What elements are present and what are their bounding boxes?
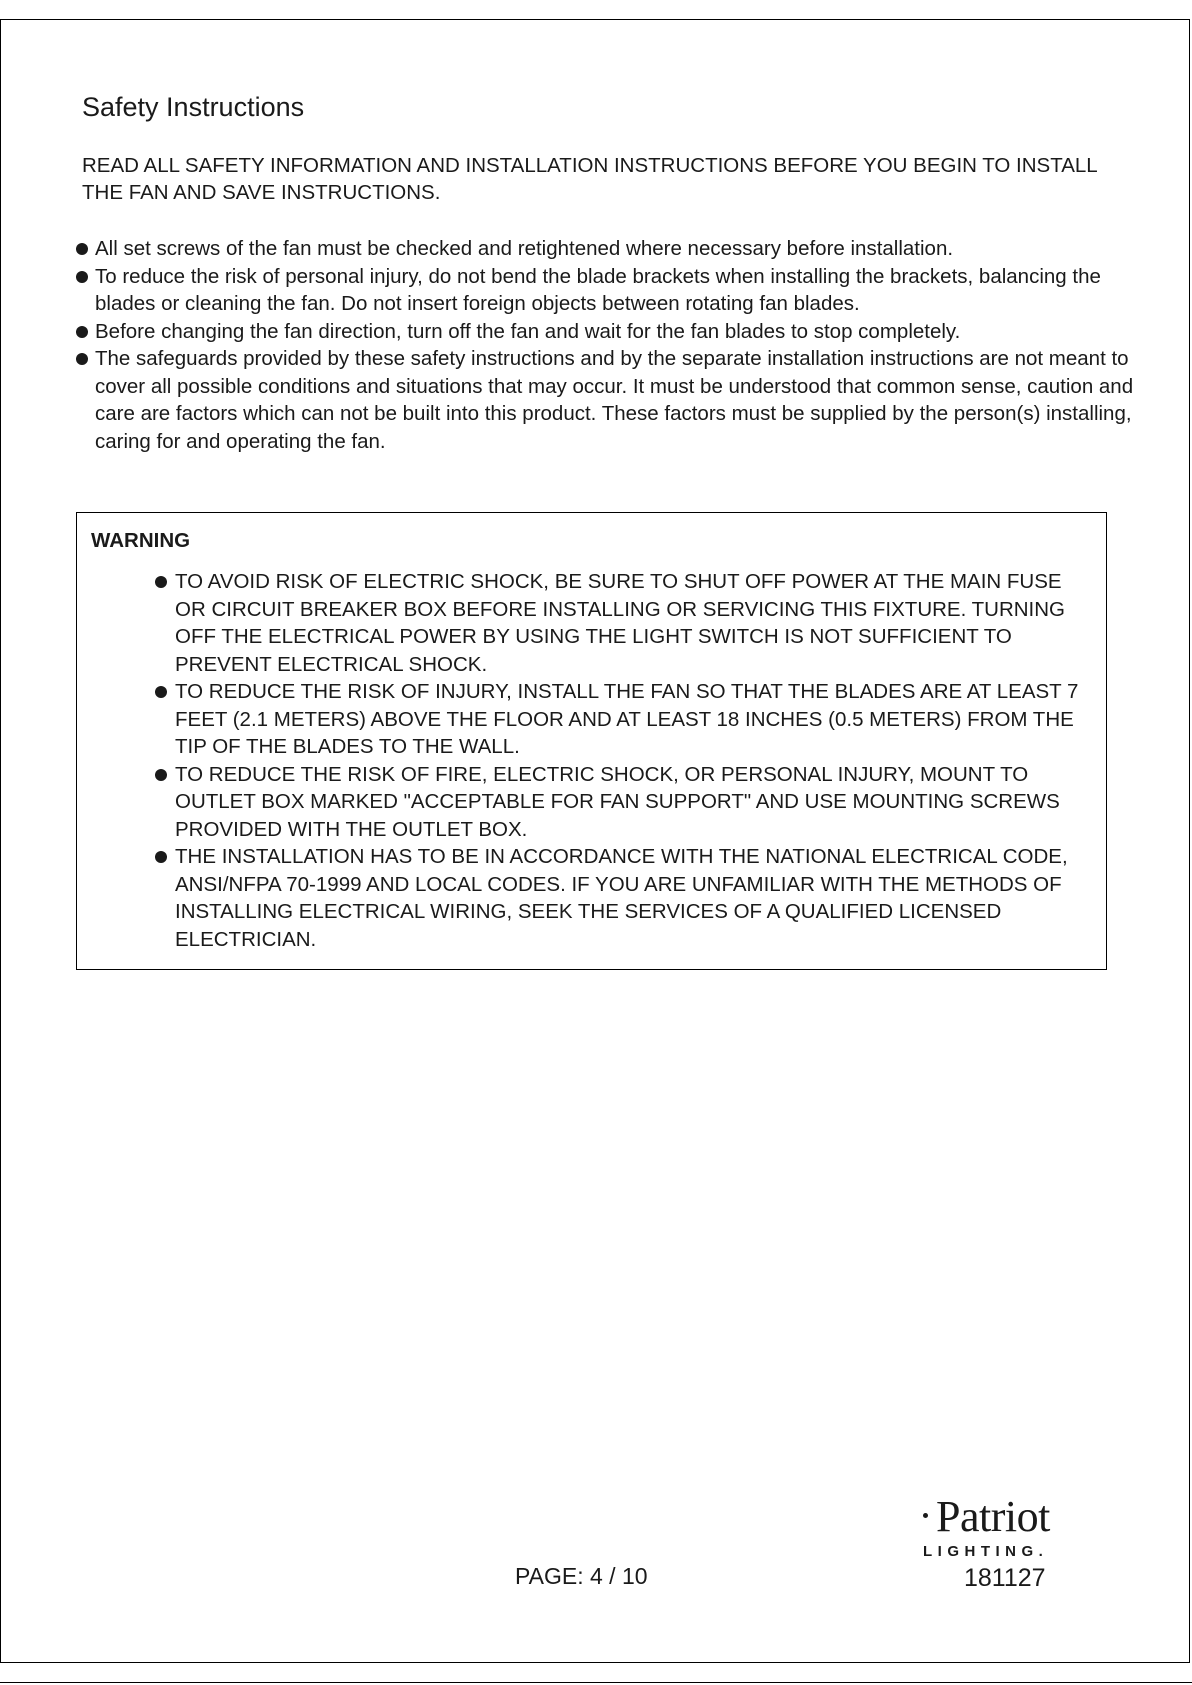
page-number: PAGE: 4 / 10 bbox=[515, 1563, 648, 1589]
list-item bbox=[76, 345, 1136, 455]
list-item bbox=[76, 318, 1136, 346]
warning-text: TO REDUCE THE RISK OF FIRE, ELECTRIC SHOCK, OR PERSONAL INJURY, MOUNT TO OUTLET BOX MARKED "ACCEPTABLE FOR FAN SUPPORT" AND USE MOUNTING SCREWS PROVIDED WITH THE OUTLET BOX. bbox=[175, 762, 1060, 841]
document-code: 181127 bbox=[964, 1564, 1046, 1592]
bullet-icon bbox=[76, 271, 88, 283]
safety-bullet-list bbox=[76, 235, 1136, 455]
bullet-icon bbox=[76, 326, 88, 338]
list-item bbox=[155, 568, 1095, 678]
list-item bbox=[155, 761, 1095, 844]
page-title: Safety Instructions bbox=[82, 92, 305, 122]
list-item bbox=[155, 843, 1095, 953]
warning-title: WARNING bbox=[91, 529, 191, 552]
warning-list bbox=[155, 568, 1095, 953]
warning-box bbox=[76, 512, 1107, 970]
logo-dot-icon bbox=[923, 1513, 928, 1518]
bullet-text: To reduce the risk of personal injury, do not bend the blade brackets when installing the brackets, balancing the blades or cleaning the fan. Do not insert foreign objects between rotating fan blades. bbox=[95, 264, 1101, 315]
logo-subtitle: LIGHTING. bbox=[923, 1543, 1049, 1560]
bullet-icon bbox=[76, 353, 88, 365]
logo-wordmark: Patriot bbox=[936, 1492, 1050, 1541]
warning-text: TO AVOID RISK OF ELECTRIC SHOCK, BE SURE TO SHUT OFF POWER AT THE MAIN FUSE OR CIRCUIT BREAKER BOX BEFORE INSTALLING OR SERVICING THIS FIXTURE. TURNING OFF THE ELECTRICAL POWER BY USING THE LIGHT SWITCH IS NOT SUFFICIENT TO PREVENT ELECTRICAL SHOCK. bbox=[175, 570, 1065, 676]
bottom-rule bbox=[0, 1682, 1192, 1683]
list-item bbox=[155, 678, 1095, 761]
warning-text: THE INSTALLATION HAS TO BE IN ACCORDANCE WITH THE NATIONAL ELECTRICAL CODE, ANSI/NFPA 70-1999 AND LOCAL CODES. IF YOU ARE UNFAMILIAR WITH THE METHODS OF INSTALLING ELECTRICAL WIRING, SEEK THE SERVICES OF A QUALIFIED LICENSED ELECTRICIAN. bbox=[175, 845, 1068, 951]
bullet-icon bbox=[155, 576, 167, 588]
brand-logo bbox=[918, 1493, 1088, 1563]
list-item bbox=[76, 263, 1136, 318]
bullet-text: The safeguards provided by these safety instructions and by the separate installation instructions are not meant to cover all possible conditions and situations that may occur. It must be understood that common sense, caution and care are factors which can not be built into this product. These factors must be supplied by the person(s) installing, caring for and operating the fan. bbox=[95, 347, 1134, 453]
bullet-text: All set screws of the fan must be checked and retightened where necessary before installation. bbox=[95, 237, 954, 260]
bullet-icon bbox=[155, 851, 167, 863]
bullet-icon bbox=[155, 686, 167, 698]
bullet-icon bbox=[76, 243, 88, 255]
bullet-text: Before changing the fan direction, turn off the fan and wait for the fan blades to stop completely. bbox=[95, 319, 961, 343]
intro-paragraph: READ ALL SAFETY INFORMATION AND INSTALLATION INSTRUCTIONS BEFORE YOU BEGIN TO INSTALL THE FAN AND SAVE INSTRUCTIONS. bbox=[82, 154, 1097, 204]
bullet-icon bbox=[155, 769, 167, 781]
warning-text: TO REDUCE THE RISK OF INJURY, INSTALL THE FAN SO THAT THE BLADES ARE AT LEAST 7 FEET (2.1 METERS) ABOVE THE FLOOR AND AT LEAST 18 INCHES (0.5 METERS) FROM THE TIP OF THE BLADES TO THE WALL. bbox=[175, 680, 1079, 758]
list-item bbox=[76, 235, 1136, 263]
